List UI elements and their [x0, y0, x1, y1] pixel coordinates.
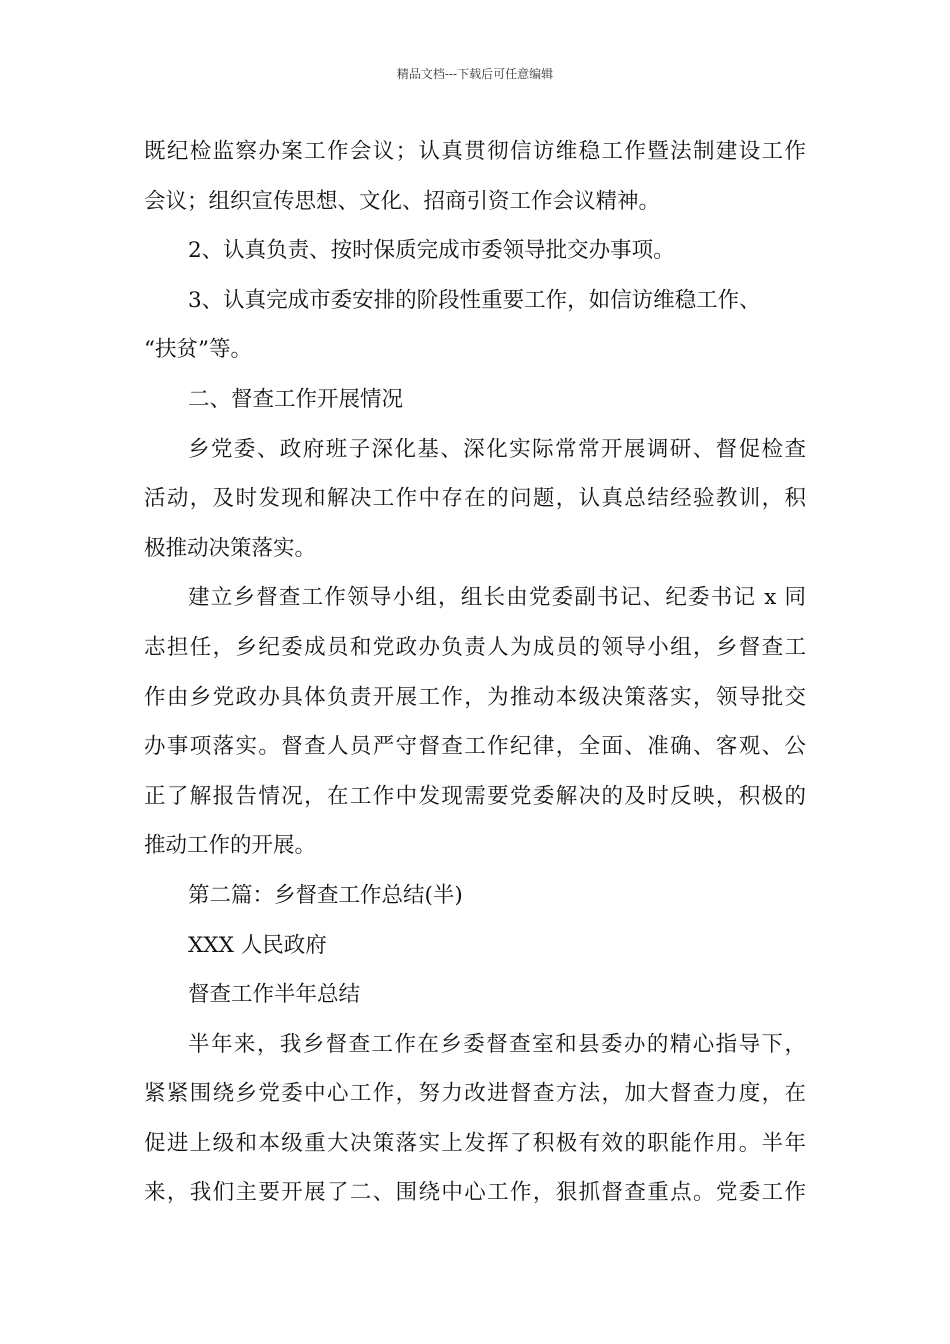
text-line: 志担任，乡纪委成员和党政办负责人为成员的领导小组，乡督查工 [144, 634, 806, 660]
text-line: 作由乡党政办具体负责开展工作，为推动本级决策落实，领导批交 [144, 684, 806, 710]
text-line: 极推动决策落实。 [144, 535, 317, 561]
text-line: 会议；组织宣传思想、文化、招商引资工作会议精神。 [144, 188, 661, 214]
chapter-title: 第二篇：乡督查工作总结(半) [188, 882, 463, 908]
text-line: 3、认真完成市委安排的阶段性重要工作，如信访维稳工作、 [188, 287, 761, 313]
text-line: 既纪检监察办案工作会议；认真贯彻信访维稳工作暨法制建设工作 [144, 139, 806, 164]
text-line: “扶贫”等。 [144, 337, 252, 363]
organization-name: XXX 人民政府 [188, 932, 327, 958]
text-line: 半年来，我乡督查工作在乡委督查室和县委办的精心指导下， [188, 1031, 806, 1057]
text-line: 来，我们主要开展了二、围绕中心工作，狠抓督查重点。党委工作 [144, 1180, 806, 1206]
section-heading: 二、督查工作开展情况 [188, 386, 404, 412]
text-line: 活动，及时发现和解决工作中存在的问题，认真总结经验教训，积 [144, 486, 806, 512]
text-line: 办事项落实。督查人员严守督查工作纪律，全面、准确、客观、公 [144, 734, 806, 760]
document-body [144, 133, 806, 1224]
document-subtitle: 督查工作半年总结 [188, 982, 361, 1008]
text-line: 推动工作的开展。 [144, 833, 317, 859]
text-line: 促进上级和本级重大决策落实上发挥了积极有效的职能作用。半年 [144, 1130, 806, 1156]
text-line: 2、认真负责、按时保质完成市委领导批交办事项。 [188, 238, 675, 264]
text-line: 紧紧围绕乡党委中心工作，努力改进督查方法，加大督查力度，在 [144, 1081, 806, 1107]
text-line: 建立乡督查工作领导小组，组长由党委副书记、纪委书记 x 同 [188, 585, 806, 611]
page-header: 精品文档---下载后可任意编辑 [396, 67, 554, 81]
text-line: 乡党委、政府班子深化基、深化实际常常开展调研、督促检查 [188, 436, 806, 462]
text-line: 正了解报告情况，在工作中发现需要党委解决的及时反映，积极的 [144, 783, 806, 809]
